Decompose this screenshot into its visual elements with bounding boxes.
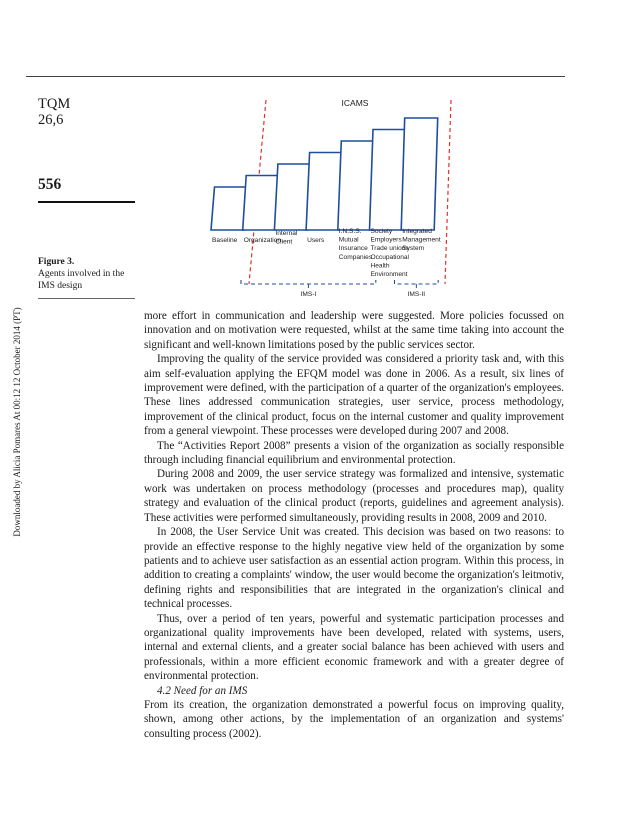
figure-bar bbox=[401, 118, 438, 230]
figure-bar-label: I.N.S.S. bbox=[338, 228, 362, 235]
figure-bar bbox=[243, 176, 280, 231]
caption-rule bbox=[38, 298, 135, 299]
phase-bracket bbox=[241, 280, 376, 284]
section-paragraph: From its creation, the organization demonstrated a powerful focus on improving quality, shown, among other actions, by the implementation of an organization and systems' consulting process (2002). bbox=[144, 698, 564, 740]
phase-label: IMS-I bbox=[300, 291, 317, 298]
figure-bar-label: Client bbox=[275, 238, 293, 246]
figure-bar-label: Users bbox=[307, 237, 325, 244]
paragraph-5: In 2008, the User Service Unit was created. This decision was based on two reasons: to provide an effective response to the highly negative view held of the organization by some patients and to achieve user satisfaction as an essential action program. Within this process, in addition to creating a complaints' window, the user would become the organization's leitmotiv, defining rights and responsibilities that are integrated in the organization's clinical and technical processes. bbox=[144, 526, 564, 611]
figure-bar-label: Society bbox=[370, 228, 393, 235]
dashed-separator-right bbox=[445, 100, 451, 284]
top-rule bbox=[26, 76, 565, 77]
figure-bar-label: Baseline bbox=[212, 237, 238, 244]
figure-bar-label: Insurance bbox=[338, 245, 368, 253]
figure-caption bbox=[38, 256, 138, 292]
paragraph-1: more effort in communication and leadership were suggested. More policies focussed on innovation and on motivation were requested, whilst at the same time taking into account the significant and well-known limitations posed by the public services sector. bbox=[144, 310, 564, 351]
figure-label: Figure 3. bbox=[38, 257, 75, 267]
ims-agents-figure bbox=[195, 92, 567, 304]
figure-bar-label: Internal bbox=[275, 230, 298, 237]
figure-title: ICAMS bbox=[341, 98, 369, 108]
figure-bar bbox=[338, 141, 375, 230]
figure-bar-label: Mutual bbox=[338, 236, 359, 244]
figure-bar-label: System bbox=[402, 245, 425, 253]
figure-caption-text: Agents involved in the IMS design bbox=[38, 269, 125, 291]
paragraph-2: Improving the quality of the service provided was considered a priority task and, with this aim self-evaluation applying the EFQM model was done in 2006. As a result, six lines of improvement were defined, with the participation of a quarter of the organization's employees. These lines addressed communication strategies, user service, process methodology, improvement of the clinical product, focus on the internal customer and quality improvement from a general viewpoint. These processes were developed during 2007 and 2008. bbox=[144, 353, 564, 438]
body-text bbox=[144, 309, 564, 741]
journal-header bbox=[38, 96, 70, 128]
figure-bar bbox=[211, 187, 248, 230]
figure-bar-label: Trade unions bbox=[370, 245, 409, 253]
paragraph-4: During 2008 and 2009, the user service strategy was formalized and intensive, systematic work was undertaken on process methodology (processes and procedures map), quality strategy and evaluation of the clinical product (reports, guidelines and agreement analysis). These activities were performed simultaneously, providing results in 2008, 2009 and 2010. bbox=[144, 468, 564, 524]
download-note: Downloaded by Alicia Pomares At 00:12 12 October 2014 (PT) bbox=[12, 307, 22, 537]
phase-bracket bbox=[395, 280, 439, 284]
paragraph-3: The “Activities Report 2008” presents a vision of the organization as socially responsible through including financial equilibrium and environmental protection. bbox=[144, 439, 564, 467]
figure-bar bbox=[370, 130, 407, 231]
section-heading: 4.2 Need for an IMS bbox=[157, 684, 248, 697]
phase-label: IMS-II bbox=[407, 291, 426, 298]
figure-bar-label: Organization bbox=[243, 237, 282, 244]
figure-bar-label: Health bbox=[370, 262, 390, 270]
figure-bar bbox=[274, 164, 311, 230]
figure-bar-label: Management bbox=[402, 236, 441, 244]
figure-bar-label: Environment bbox=[370, 271, 408, 278]
figure-bar-label: Integrated bbox=[402, 228, 432, 235]
figure-bar bbox=[306, 153, 343, 231]
figure-bar-label: Occupational bbox=[370, 253, 409, 261]
figure-bar-label: Companies bbox=[338, 253, 373, 261]
paragraph-6: Thus, over a period of ten years, powerful and systematic participation processes and organizational quality improvements have been developed, related with systems, users, internal and external clients, and a greater social balance has been achieved with users and professionals, within a more efficient economic framework and with a greater degree of environmental protection. bbox=[144, 612, 564, 683]
figure-bar-label: Employers bbox=[370, 236, 402, 244]
journal-volume: 26,6 bbox=[38, 112, 64, 128]
journal-title: TQM bbox=[38, 96, 71, 112]
page-number: 556 bbox=[38, 176, 62, 193]
page-number-rule bbox=[38, 201, 135, 203]
